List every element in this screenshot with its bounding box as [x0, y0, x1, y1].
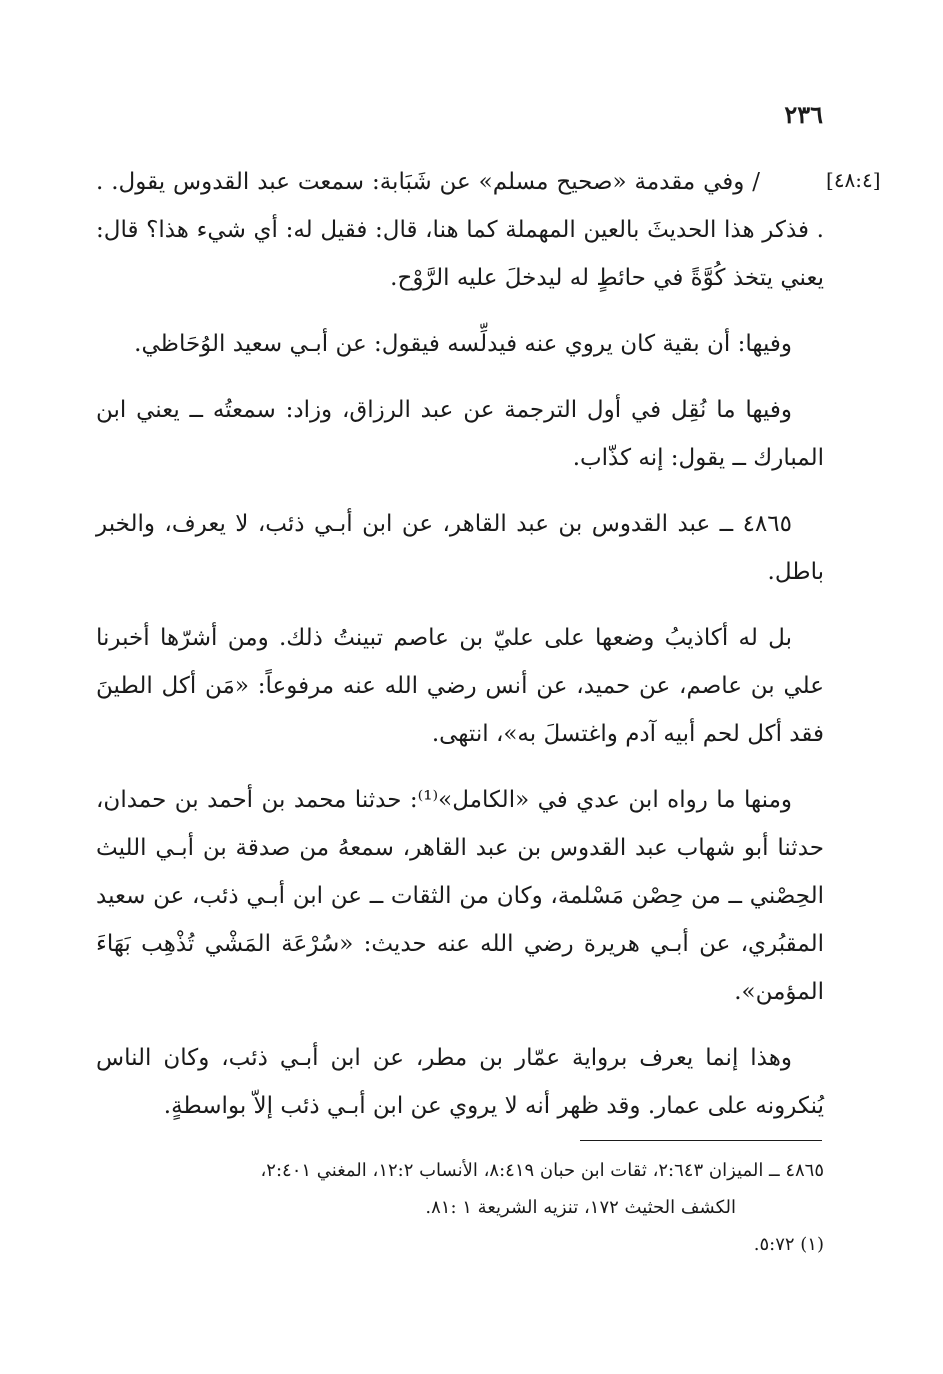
- paragraph-al-kamil: ومنها ما رواه ابن عدي في «الكامل»⁽¹⁾: حدثنا محمد بن أحمد بن حمدان، حدثنا أبو شهاب عبد القدوس بن عبد القاهر، سمعهُ من صدقة بن أبـي الليث الحِصْني ــ من حِصْن مَسْلمة، وكان من الثقات ــ عن ابن أبـي ذئب، عن سعيد المقبُري، عن أبـي هريرة رضي الله عنه حديث: «سُرْعَة المَشْي تُذْهِب بَهَاءَ المؤمن».: [96, 787, 824, 1005]
- footnote-4865-line-2: الكشف الحثيث ١٧٢، تنزيه الشريعة ١ :٨١.: [425, 1197, 736, 1218]
- footnote-divider: [580, 1140, 822, 1141]
- main-text: [96, 158, 824, 1148]
- margin-reference: [٤٨:٤]: [826, 168, 881, 192]
- paragraph-muslim-intro: / وفي مقدمة «صحيح مسلم» عن شَبَابة: سمعت عبد القدوس يقول. . . فذكر هذا الحديثَ بالعين المهملة كما هنا، قال: فقيل له: أي شيء هذا؟ قال: يعني يتخذ كُوَّةً في حائطٍ له ليدخلَ عليه الرَّوْح.: [96, 169, 824, 291]
- footnote-4865-line-1: ٤٨٦٥ ــ الميزان ٢:٦٤٣، ثقات ابن حبان ٨:٤١٩، الأنساب ١٢:٢، المغني ٢:٤٠١،: [260, 1160, 824, 1181]
- footnote-1: (١) ٥:٧٢.: [753, 1234, 824, 1255]
- paragraph-fabrications: بل له أكاذيبُ وضعها على عليّ بن عاصم تبينتُ ذلك. ومن أشرّها أخبرنا علي بن عاصم، عن حميد، عن أنس رضي الله عنه مرفوعاً: «مَن أكل الطينَ فقد أكل لحم أبيه آدم واغتسلَ به»، انتهى.: [96, 625, 824, 747]
- paragraph-abd-al-razzaq: وفيها ما نُقِل في أول الترجمة عن عبد الرزاق، وزاد: سمعتُه ــ يعني ابن المبارك ــ يقول: إنه كذّاب.: [96, 397, 824, 471]
- entry-4865-heading: ٤٨٦٥ ــ عبد القدوس بن عبد القاهر، عن ابن أبـي ذئب، لا يعرف، والخبر باطل.: [96, 511, 824, 585]
- paragraph-baqiyya: وفيها: أن بقية كان يروي عنه فيدلِّسه فيقول: عن أبـي سعيد الوُحَاظي.: [134, 331, 792, 357]
- paragraph-ammar-ibn-matar: وهذا إنما يعرف برواية عمّار بن مطر، عن ابن أبـي ذئب، وكان الناس يُنكرونه على عمار. وقد ظهر أنه لا يروي عن ابن أبـي ذئب إلاّ بواسطةٍ.: [96, 1045, 824, 1119]
- footnotes: [96, 1152, 824, 1263]
- page-number: ٢٣٦: [784, 100, 823, 129]
